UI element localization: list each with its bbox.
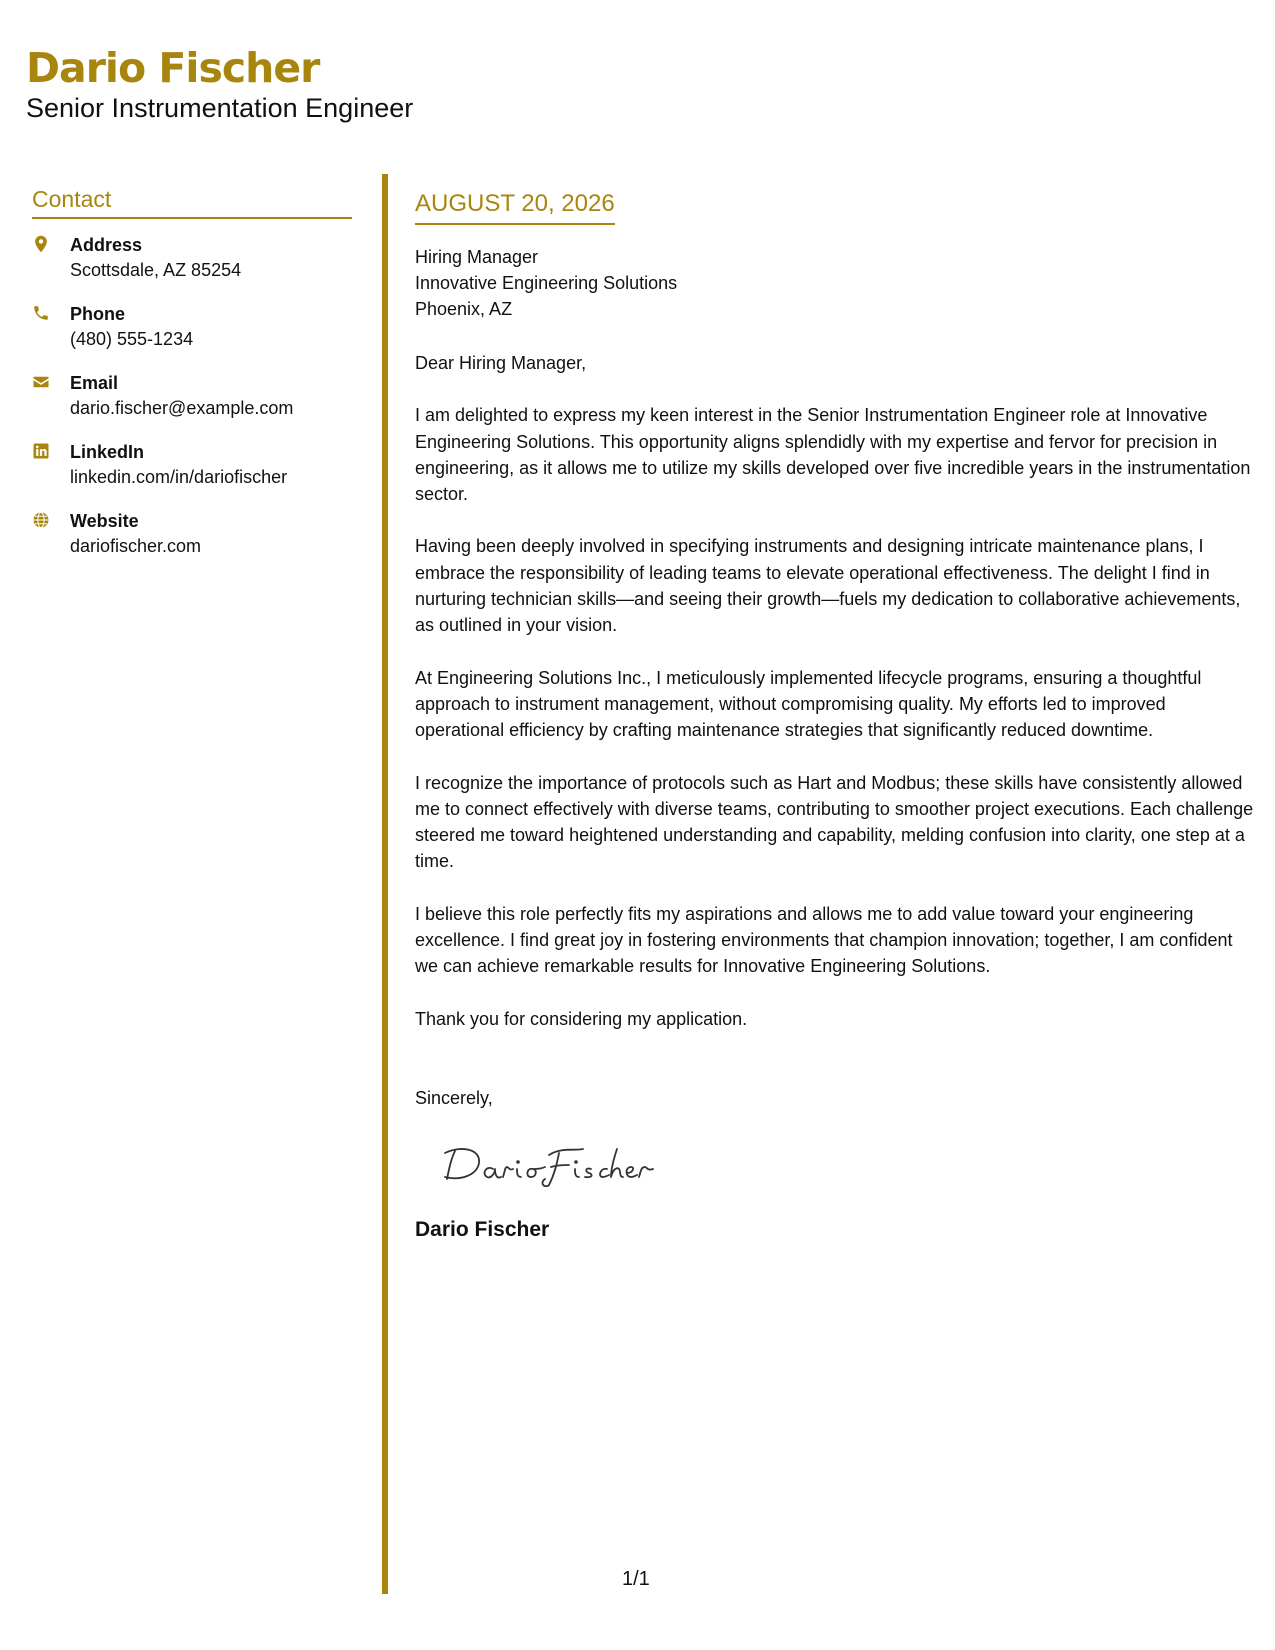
map-pin-icon bbox=[32, 233, 70, 255]
contact-item-phone bbox=[32, 302, 352, 352]
signed-name: Dario Fischer bbox=[415, 1218, 550, 1242]
letter-paragraph: I am delighted to express my keen interest in the Senior Instrumentation Engineer role at Innovative Engineering Solutions. This opportunity aligns splendidly with my expertise and fervor for precision in engineering, as it allows me to utilize my skills developed over five incredible years in the instrumentation sector. bbox=[415, 405, 1251, 505]
page-number: 1/1 bbox=[622, 1568, 650, 1590]
contact-value: Scottsdale, AZ 85254 bbox=[70, 260, 242, 280]
recipient-line: Hiring Manager bbox=[415, 247, 539, 267]
vertical-divider bbox=[382, 174, 388, 1594]
contact-label: Address bbox=[70, 235, 143, 255]
letter-paragraph: Thank you for considering my application. bbox=[415, 1008, 748, 1029]
signature-image bbox=[441, 1139, 671, 1187]
contact-label: Phone bbox=[70, 304, 126, 324]
recipient-line: Innovative Engineering Solutions bbox=[415, 273, 678, 293]
contact-item-address bbox=[32, 233, 352, 283]
recipient-line: Phoenix, AZ bbox=[415, 299, 513, 319]
closing: Sincerely, bbox=[415, 1087, 493, 1108]
contact-value[interactable]: dario.fischer@example.com bbox=[70, 398, 294, 418]
contact-value[interactable]: linkedin.com/in/dariofischer bbox=[70, 467, 288, 487]
letter-paragraph: Having been deeply involved in specifying instruments and designing intricate maintenance plans, I embrace the responsibility of leading teams to elevate operational effectiveness. The delight I find in nurturing technician skills—and seeing their growth—fuels my dedication to collaborative achievements, as outlined in your vision. bbox=[415, 536, 1241, 636]
applicant-title: Senior Instrumentation Engineer bbox=[26, 93, 414, 124]
letter-paragraph: I recognize the importance of protocols such as Hart and Modbus; these skills have consistently allowed me to connect effectively with diverse teams, contributing to smoother project executions. Each challenge steered me toward heightened understanding and capability, melding confusion into clarity, one step at a time. bbox=[415, 772, 1254, 872]
header bbox=[26, 44, 413, 124]
letter-body bbox=[415, 188, 1255, 1244]
contact-sidebar bbox=[32, 186, 352, 578]
contact-value: (480) 555-1234 bbox=[70, 329, 194, 349]
contact-value[interactable]: dariofischer.com bbox=[70, 536, 202, 556]
recipient-block bbox=[415, 244, 1255, 322]
salutation: Dear Hiring Manager, bbox=[415, 353, 587, 373]
contact-item-email bbox=[32, 371, 352, 421]
phone-icon bbox=[32, 302, 70, 324]
contact-item-linkedin bbox=[32, 440, 352, 490]
handwritten-signature bbox=[441, 1139, 1255, 1199]
letter-paragraph: At Engineering Solutions Inc., I meticulously implemented lifecycle programs, ensuring a thoughtful approach to instrument management, without compromising quality. My efforts led to improved operational efficiency by crafting maintenance strategies that significantly reduced downtime. bbox=[415, 667, 1202, 741]
linkedin-icon bbox=[32, 440, 70, 462]
globe-icon bbox=[32, 509, 70, 531]
contact-label: LinkedIn bbox=[70, 442, 145, 462]
applicant-name: Dario Fischer bbox=[26, 44, 320, 92]
letter-paragraph: I believe this role perfectly fits my aspirations and allows me to add value toward your engineering excellence. I find great joy in fostering environments that champion innovation; together, I am confident we can achieve remarkable results for Innovative Engineering Solutions. bbox=[415, 903, 1233, 977]
envelope-icon bbox=[32, 371, 70, 393]
letter-date: AUGUST 20, 2026 bbox=[415, 188, 615, 225]
contact-item-website bbox=[32, 509, 352, 559]
contact-label: Website bbox=[70, 511, 139, 531]
contact-label: Email bbox=[70, 373, 119, 393]
contact-heading: Contact bbox=[32, 186, 352, 219]
